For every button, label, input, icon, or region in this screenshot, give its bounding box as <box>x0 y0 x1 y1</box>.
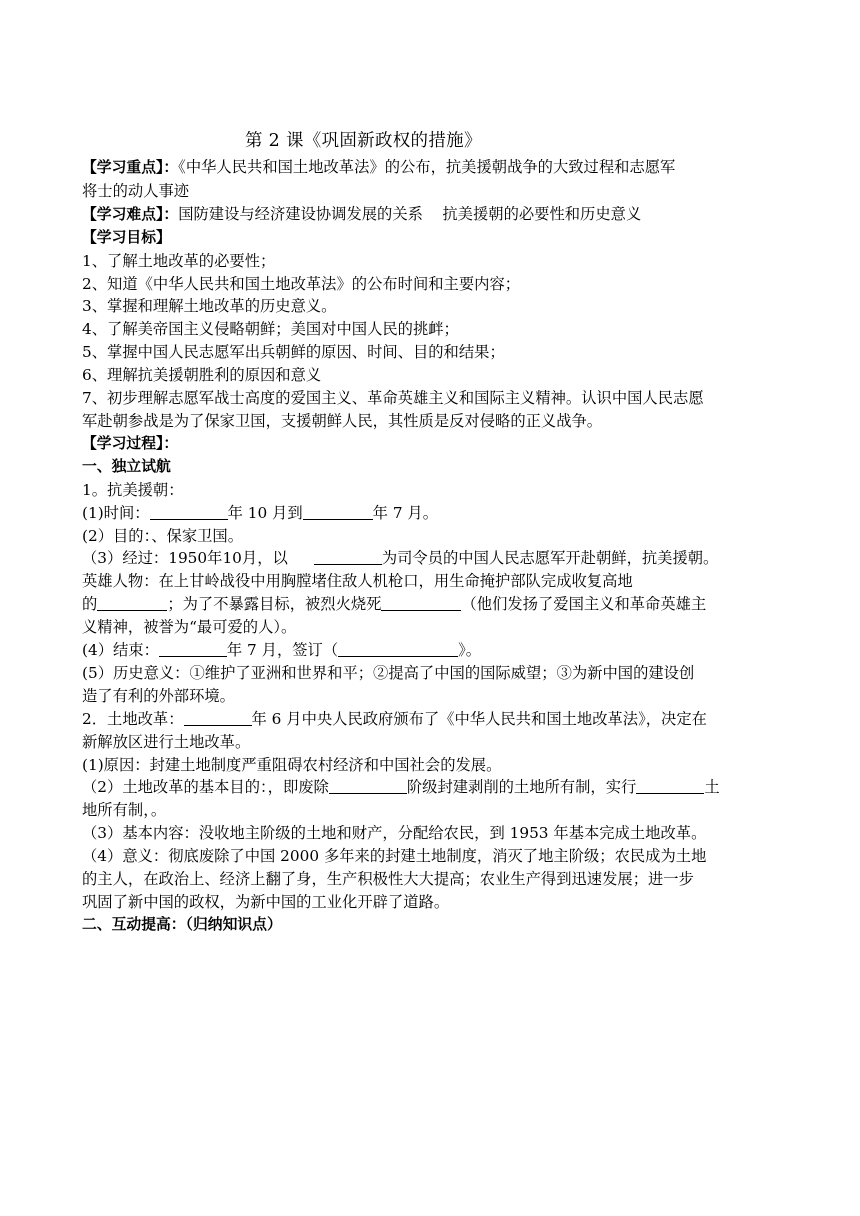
time-label: (1)时间： <box>82 503 150 522</box>
hero-line-2 <box>82 593 782 616</box>
blank-end-year[interactable] <box>303 504 373 520</box>
page-title: 第 2 课《巩固新政权的措施》 <box>245 131 482 151</box>
item-1-heading: 1。抗美援朝： <box>82 480 184 499</box>
significance-line-1: （4）意义：彻底废除了中国 2000 多年来的封建土地制度，消灭了地主阶级；农民成为土地 <box>82 847 707 866</box>
time-end-text: 年 7 月。 <box>372 503 439 522</box>
key-point-line-1 <box>82 156 782 180</box>
blank-agreement[interactable] <box>338 641 458 657</box>
goal-text-a: （2）土地改革的基本目的：，即废除 <box>82 778 329 797</box>
end-mid-text: 年 7 月，签订（ <box>226 641 339 660</box>
course-line <box>82 547 782 570</box>
meaning-line-2: 造了有利的外部环境。 <box>82 686 235 705</box>
end-close-text: 》。 <box>458 641 482 660</box>
difficult-point-label: 【学习难点】： <box>82 205 179 223</box>
objective-item-4: 4、了解美帝国主义侵略朝鲜；美国对中国人民的挑衅； <box>82 320 459 339</box>
blank-hero-2[interactable] <box>381 595 461 611</box>
section-1-heading: 一、独立试航 <box>82 457 171 475</box>
objective-item-2: 2、知道《中华人民共和国土地改革法》的公布时间和主要内容； <box>82 274 521 293</box>
blank-land-law-year[interactable] <box>184 710 252 726</box>
land-reform-line-2: 新解放区进行土地改革。 <box>82 732 251 751</box>
difficult-point-line <box>82 203 782 227</box>
blank-ownership[interactable] <box>636 778 704 794</box>
land-reform-line-1 <box>82 708 782 731</box>
meaning-line-1: (5）历史意义：①维护了亚洲和世界和平；②提高了中国的国际威望；③为新中国的建设创 <box>82 663 695 682</box>
land-reform-label: 2．土地改革： <box>82 709 184 728</box>
time-line <box>82 502 782 525</box>
time-mid-text: 年 10 月到 <box>227 503 303 522</box>
end-label: (4）结束： <box>82 641 159 660</box>
objective-item-7-line-2: 军赴朝参战是为了保家卫国，支援朝鲜人民，其性质是反对侵略的正义战争。 <box>82 411 603 430</box>
worksheet-page <box>82 128 782 937</box>
key-point-text: 《中华人民共和国土地改革法》的公布，抗美援朝战争的大致过程和志愿军 <box>178 158 676 176</box>
goal-line-2: 地所有制，。 <box>82 801 167 820</box>
goal-text-c: 土 <box>704 778 720 797</box>
key-point-label: 【学习重点】： <box>82 159 179 176</box>
purpose-line: (2）目的：、保家卫国。 <box>82 526 244 545</box>
hero-text-c: ；为了不暴露目标，被烈火烧死 <box>167 595 382 614</box>
end-line <box>82 639 782 662</box>
objective-item-1: 1、了解土地改革的必要性； <box>82 251 276 270</box>
hero-text-d: （他们发扬了爱国主义和革命英雄主 <box>461 595 707 614</box>
hero-text-b: 的 <box>82 595 98 614</box>
blank-start-year[interactable] <box>150 504 228 520</box>
goal-text-b: 阶级封建剥削的土地所有制，实行 <box>406 778 637 797</box>
significance-line-3: 巩固了新中国的政权，为新中国的工业化开辟了道路。 <box>82 893 450 911</box>
difficult-point-text: 国防建设与经济建设协调发展的关系 抗美援朝的必要性和历史意义 <box>178 204 642 223</box>
objective-item-7-line-1: 7、初步理解志愿军战士高度的爱国主义、革命英雄主义和国际主义精神。认识中国人民志愿 <box>82 389 704 408</box>
objectives-heading: 【学习目标】 <box>82 228 171 246</box>
hero-line-1: 英雄人物：在上甘岭战役中用胸膛堵住敌人机枪口，用生命掩护部队完成收复高地 <box>82 572 633 591</box>
cause-line: (1)原因：封建土地制度严重阻碍农村经济和中国社会的发展。 <box>82 755 502 774</box>
objective-item-6: 6、理解抗美援朝胜利的原因和意义 <box>82 366 322 385</box>
blank-end-year-2[interactable] <box>159 641 227 657</box>
course-text-b: 为司令员的中国人民志愿军开赴朝鲜，抗美援朝。 <box>381 549 719 568</box>
key-point-line-2: 将士的动人事迹 <box>82 181 190 200</box>
blank-hero-1[interactable] <box>97 595 167 611</box>
process-heading: 【学习过程】： <box>82 434 179 452</box>
course-text-a: （3）经过：1950年10月，以 <box>82 549 288 568</box>
blank-commander[interactable] <box>314 549 382 565</box>
content-line: （3）基本内容：没收地主阶级的土地和财产，分配给农民，到 1953 年基本完成土地改革。 <box>82 824 707 843</box>
land-reform-text: 年 6 月中央人民政府颁布了《中华人民共和国土地改革法》，决定在 <box>251 709 707 728</box>
section-2-heading: 二、互动提高：（归纳知识点） <box>82 915 282 933</box>
goal-line-1 <box>82 776 782 799</box>
objective-item-5: 5、掌握中国人民志愿军出兵朝鲜的原因、时间、目的和结果； <box>82 343 505 362</box>
blank-class[interactable] <box>329 778 407 794</box>
hero-line-3: 义精神，被誉为“最可爱的人）。 <box>82 618 297 637</box>
objective-item-3: 3、掌握和理解土地改革的历史意义。 <box>82 297 337 316</box>
significance-line-2: 的主人，在政治上、经济上翻了身，生产积极性大大提高；农业生产得到迅速发展；进一步 <box>82 870 694 889</box>
